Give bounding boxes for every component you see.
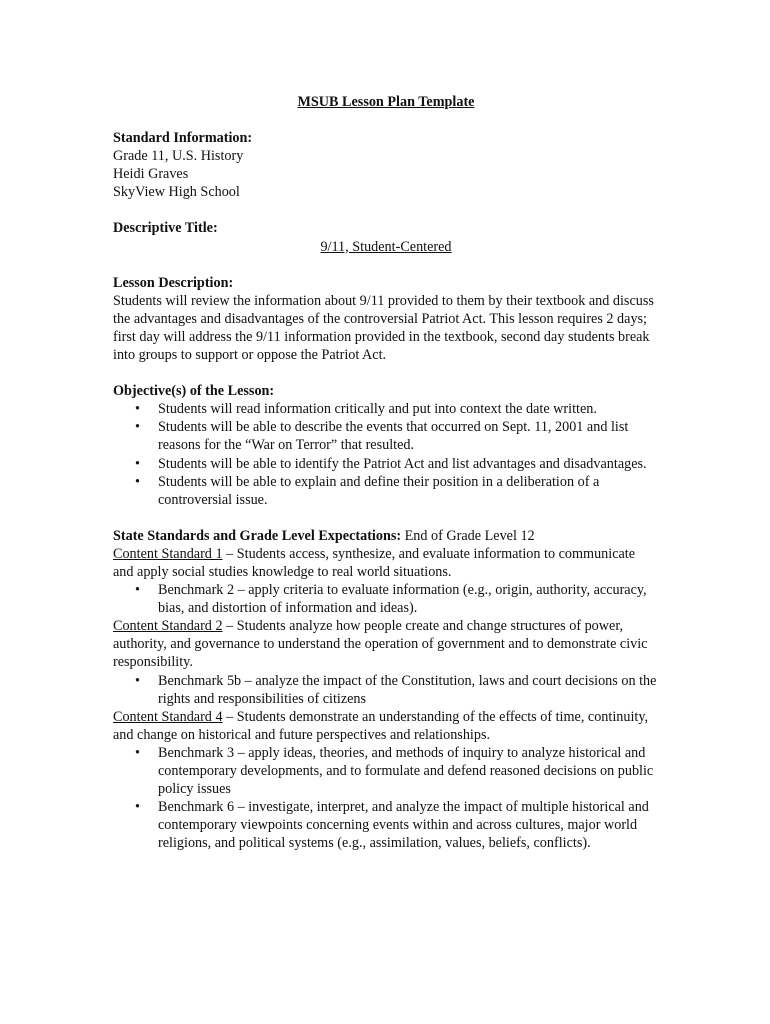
benchmark-list [113,672,659,708]
bullet-icon: • [135,401,140,418]
descriptive-title-value: 9/11, Student-Centered [320,238,452,255]
standard-information-heading: Standard Information: [113,130,253,147]
lesson-description-section [113,274,659,364]
document-title: MSUB Lesson Plan Template [297,94,475,110]
objectives-section [113,382,659,509]
standards-grade-level: End of Grade Level 12 [401,527,535,544]
grade-line: Grade 11, U.S. History [113,148,244,165]
objectives-list [113,400,659,509]
bullet-icon: • [135,744,140,761]
content-standard-1: Content Standard 1 – Students access, synthesize, and evaluate information to communicate and apply social studies knowledge to real world situations. [113,545,636,580]
list-item: • Benchmark 2 – apply criteria to evaluate information (e.g., origin, authority, accuracy, bias, and distortion of information and ideas). [135,582,647,617]
lesson-plan-document [113,93,659,852]
objectives-heading: Objective(s) of the Lesson: [113,383,275,400]
content-standard-2: Content Standard 2 – Students analyze how people create and change structures of power, authority, and governance to understand the operation of government and to demonstrate civic responsibility. [113,618,648,671]
lesson-description-heading: Lesson Description: [113,274,234,291]
bullet-icon: • [135,455,140,472]
bullet-icon: • [135,473,140,490]
descriptive-title-section [113,219,659,255]
list-item: • Students will be able to explain and define their position in a deliberation of a controversial issue. [135,473,600,508]
standards-heading-line [113,527,659,545]
school-name: SkyView High School [113,184,240,201]
bullet-icon: • [135,799,140,816]
list-item: • Benchmark 3 – apply ideas, theories, and methods of inquiry to analyze historical and contemporary developments, and to formulate and defend reasoned decisions on public policy issues [135,744,654,798]
standards-section [113,527,659,853]
bullet-icon: • [135,419,140,436]
list-item: • Students will be able to describe the events that occurred on Sept. 11, 2001 and list reasons for the “War on Terror” that resulted. [135,419,629,454]
standard-information-section [113,129,659,201]
lesson-description-text: Students will review the information about 9/11 provided to them by their textbook and discuss the advantages and disadvantages of the controversial Patriot Act. This lesson requires 2 days; first day will address the 9/11 information provided in the textbook, second day students break into groups to support or oppose the Patriot Act. [113,292,654,364]
content-standard-label: Content Standard 1 [113,545,223,562]
content-standard-label: Content Standard 2 [113,618,223,635]
content-standard-label: Content Standard 4 [113,708,223,725]
list-item: • Benchmark 5b – analyze the impact of the Constitution, laws and court decisions on the rights and responsibilities of citizens [135,672,657,707]
bullet-icon: • [135,672,140,689]
benchmark-list [113,744,659,853]
list-item: • Students will read information critically and put into context the date written. [135,401,597,418]
list-item: • Students will be able to identify the Patriot Act and list advantages and disadvantages. [135,455,647,472]
list-item: • Benchmark 6 – investigate, interpret, and analyze the impact of multiple historical and contemporary viewpoints concerning events within and across cultures, major world religions, and political systems (e.g., assimilation, values, beliefs, conflicts). [135,799,649,852]
descriptive-title-heading: Descriptive Title: [113,220,218,237]
teacher-name: Heidi Graves [113,166,189,183]
standards-heading: State Standards and Grade Level Expectations: [113,527,402,544]
bullet-icon: • [135,582,140,599]
content-standard-4: Content Standard 4 – Students demonstrate an understanding of the effects of time, continuity, and change on historical and future perspectives and relationships. [113,708,649,743]
benchmark-list [113,581,659,617]
